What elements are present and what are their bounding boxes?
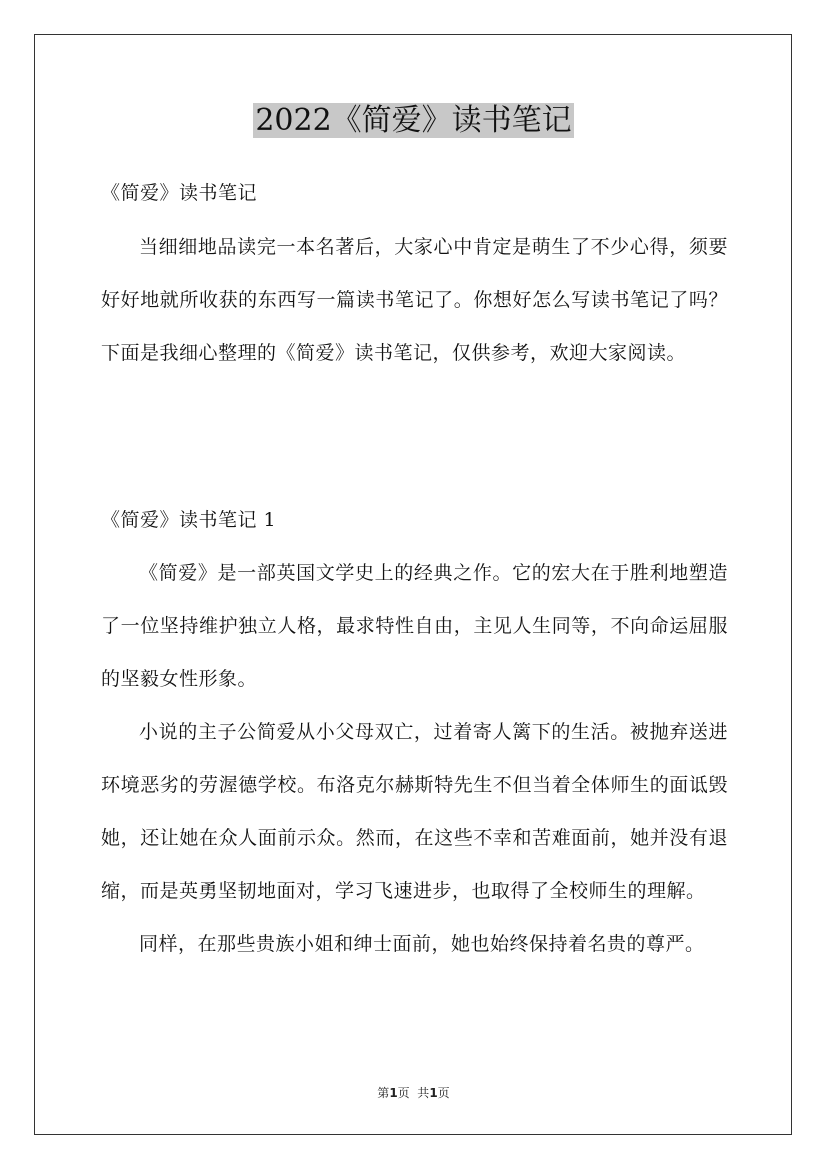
intro-section	[101, 221, 728, 380]
body-paragraph: 《简爱》是一部英国文学史上的经典之作。它的宏大在于胜利地塑造了一位坚持维护独立人格，最求特性自由，主见人生同等，不向命运屈服的坚毅女性形象。	[101, 562, 728, 690]
page-number-suffix: 页	[437, 1086, 450, 1100]
section-heading: 《简爱》读书笔记 1	[101, 509, 277, 531]
intro-heading: 《简爱》读书笔记	[101, 182, 258, 204]
page-number-prefix: 第	[377, 1086, 390, 1100]
document-title-text: 2022《简爱》读书笔记	[255, 103, 572, 138]
page-number-mid: 页 共	[397, 1086, 430, 1100]
section-body	[101, 547, 728, 971]
intro-paragraph: 当细细地品读完一本名著后，大家心中肯定是萌生了不少心得，须要好好地就所收获的东西写一篇读书笔记了。你想好怎么写读书笔记了吗？下面是我细心整理的《简爱》读书笔记，仅供参考，欢迎大家阅读。	[101, 236, 728, 364]
body-paragraph: 同样，在那些贵族小姐和绅士面前，她也始终保持着名贵的尊严。	[139, 933, 705, 955]
total-page-number: 1	[429, 1086, 438, 1100]
current-page-number: 1	[389, 1086, 398, 1100]
document-title	[0, 100, 827, 142]
page-footer	[0, 1084, 827, 1101]
body-paragraph: 小说的主子公简爱从小父母双亡，过着寄人篱下的生活。被抛弃送进环境恶劣的劳渥德学校。布洛克尔赫斯特先生不但当着全体师生的面诋毁她，还让她在众人面前示众。然而，在这些不幸和苦难面前，她并没有退缩，而是英勇坚韧地面对，学习飞速进步，也取得了全校师生的理解。	[101, 721, 728, 902]
